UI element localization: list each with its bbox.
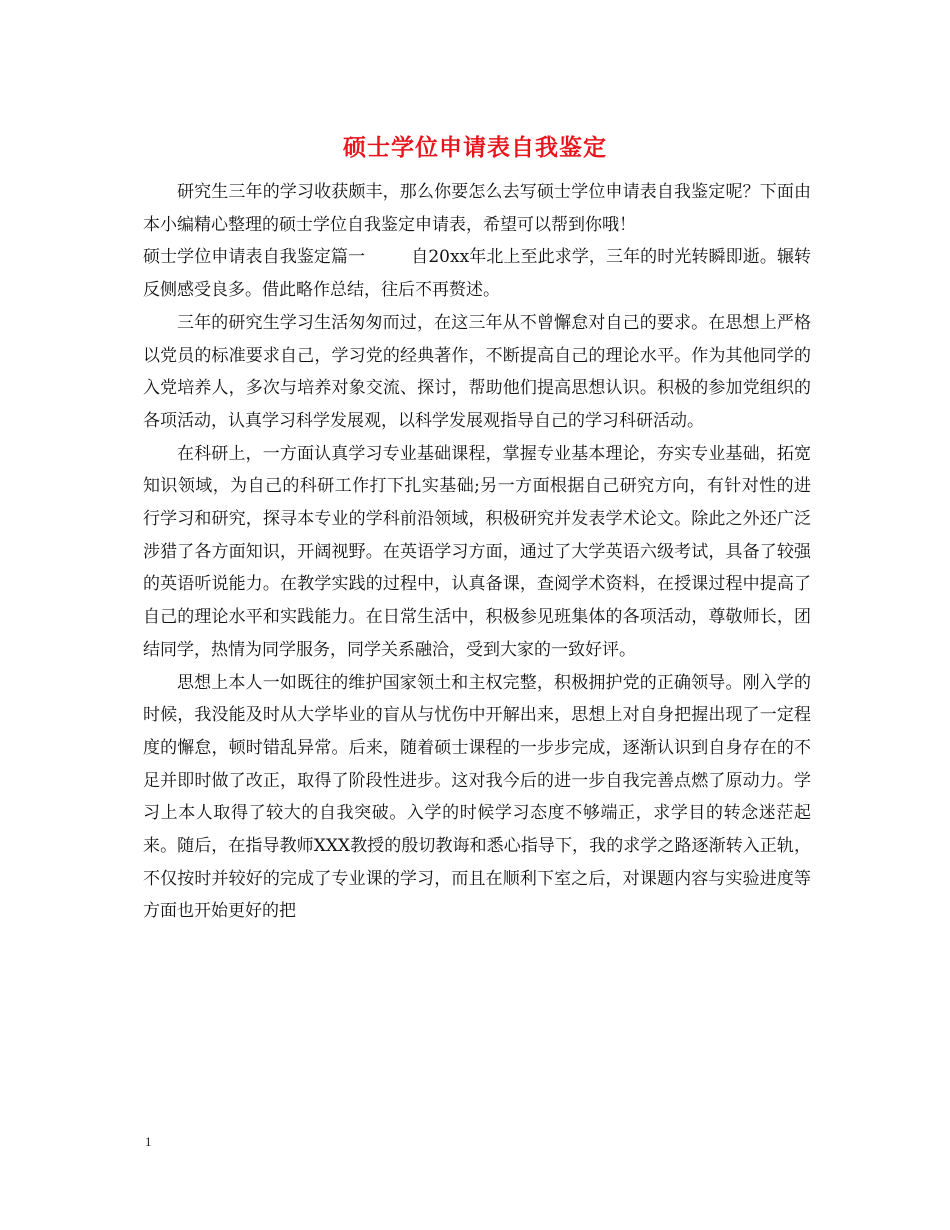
intro-paragraph: 研究生三年的学习收获颇丰，那么你要怎么去写硕士学位申请表自我鉴定呢？下面由本小编精心整理的硕士学位自我鉴定申请表，希望可以帮到你哦！ — [143, 182, 811, 235]
body-paragraph-3: 思想上本人一如既往的维护国家领土和主权完整，积极拥护党的正确领导。刚入学的时候，我没能及时从大学毕业的盲从与忧伤中开解出来，思想上对自身把握出现了一定程度的懈怠，顿时错乱异常。后来，随着硕士课程的一步步完成，逐渐认识到自身存在的不足并即时做了改正，取得了阶段性进步。这对我今后的进一步自我完善点燃了原动力。学习上本人取得了较大的自我突破。入学的时候学习态度不够端正，求学目的转念迷茫起来。随后，在指导教师XXX教授的殷切教诲和悉心指导下，我的求学之路逐渐转入正轨，不仅按时并较好的完成了专业课的学习，而且在顺利下室之后，对课题内容与实验进度等方面也开始更好的把 — [143, 672, 811, 922]
section-heading: 硕士学位申请表自我鉴定篇一 — [143, 247, 366, 268]
document-body — [143, 176, 811, 928]
body-paragraph-1: 三年的研究生学习生活匆匆而过，在这三年从不曾懈怠对自己的要求。在思想上严格以党员的标准要求自己，学习党的经典著作，不断提高自己的理论水平。作为其他同学的入党培养人，多次与培养对象交流、探讨，帮助他们提高思想认识。积极的参加党组织的各项活动，认真学习科学发展观，以科学发展观指导自己的学习科研活动。 — [143, 312, 811, 431]
document-title: 硕士学位申请表自我鉴定 — [343, 134, 607, 161]
body-paragraph-2: 在科研上，一方面认真学习专业基础课程，掌握专业基本理论，夯实专业基础，拓宽知识领域，为自己的科研工作打下扎实基础;另一方面根据自己研究方向，有针对性的进行学习和研究，探寻本专业的学科前沿领域，积极研究并发表学术论文。除此之外还广泛涉猎了各方面知识，开阔视野。在英语学习方面，通过了大学英语六级考试，具备了较强的英语听说能力。在教学实践的过程中，认真备课，查阅学术资料，在授课过程中提高了自己的理论水平和实践能力。在日常生活中，积极参见班集体的各项活动，尊敬师长，团结同学，热情为同学服务，同学关系融洽，受到大家的一致好评。 — [143, 443, 811, 660]
page-number: 1 — [145, 1134, 152, 1149]
section-first-text: 自20xx年北上至此求学，三年的时光转瞬即逝。辗转反侧感受良多。借此略作总结，往后不再赘述。 — [143, 247, 811, 301]
section-first-paragraph — [143, 241, 811, 306]
